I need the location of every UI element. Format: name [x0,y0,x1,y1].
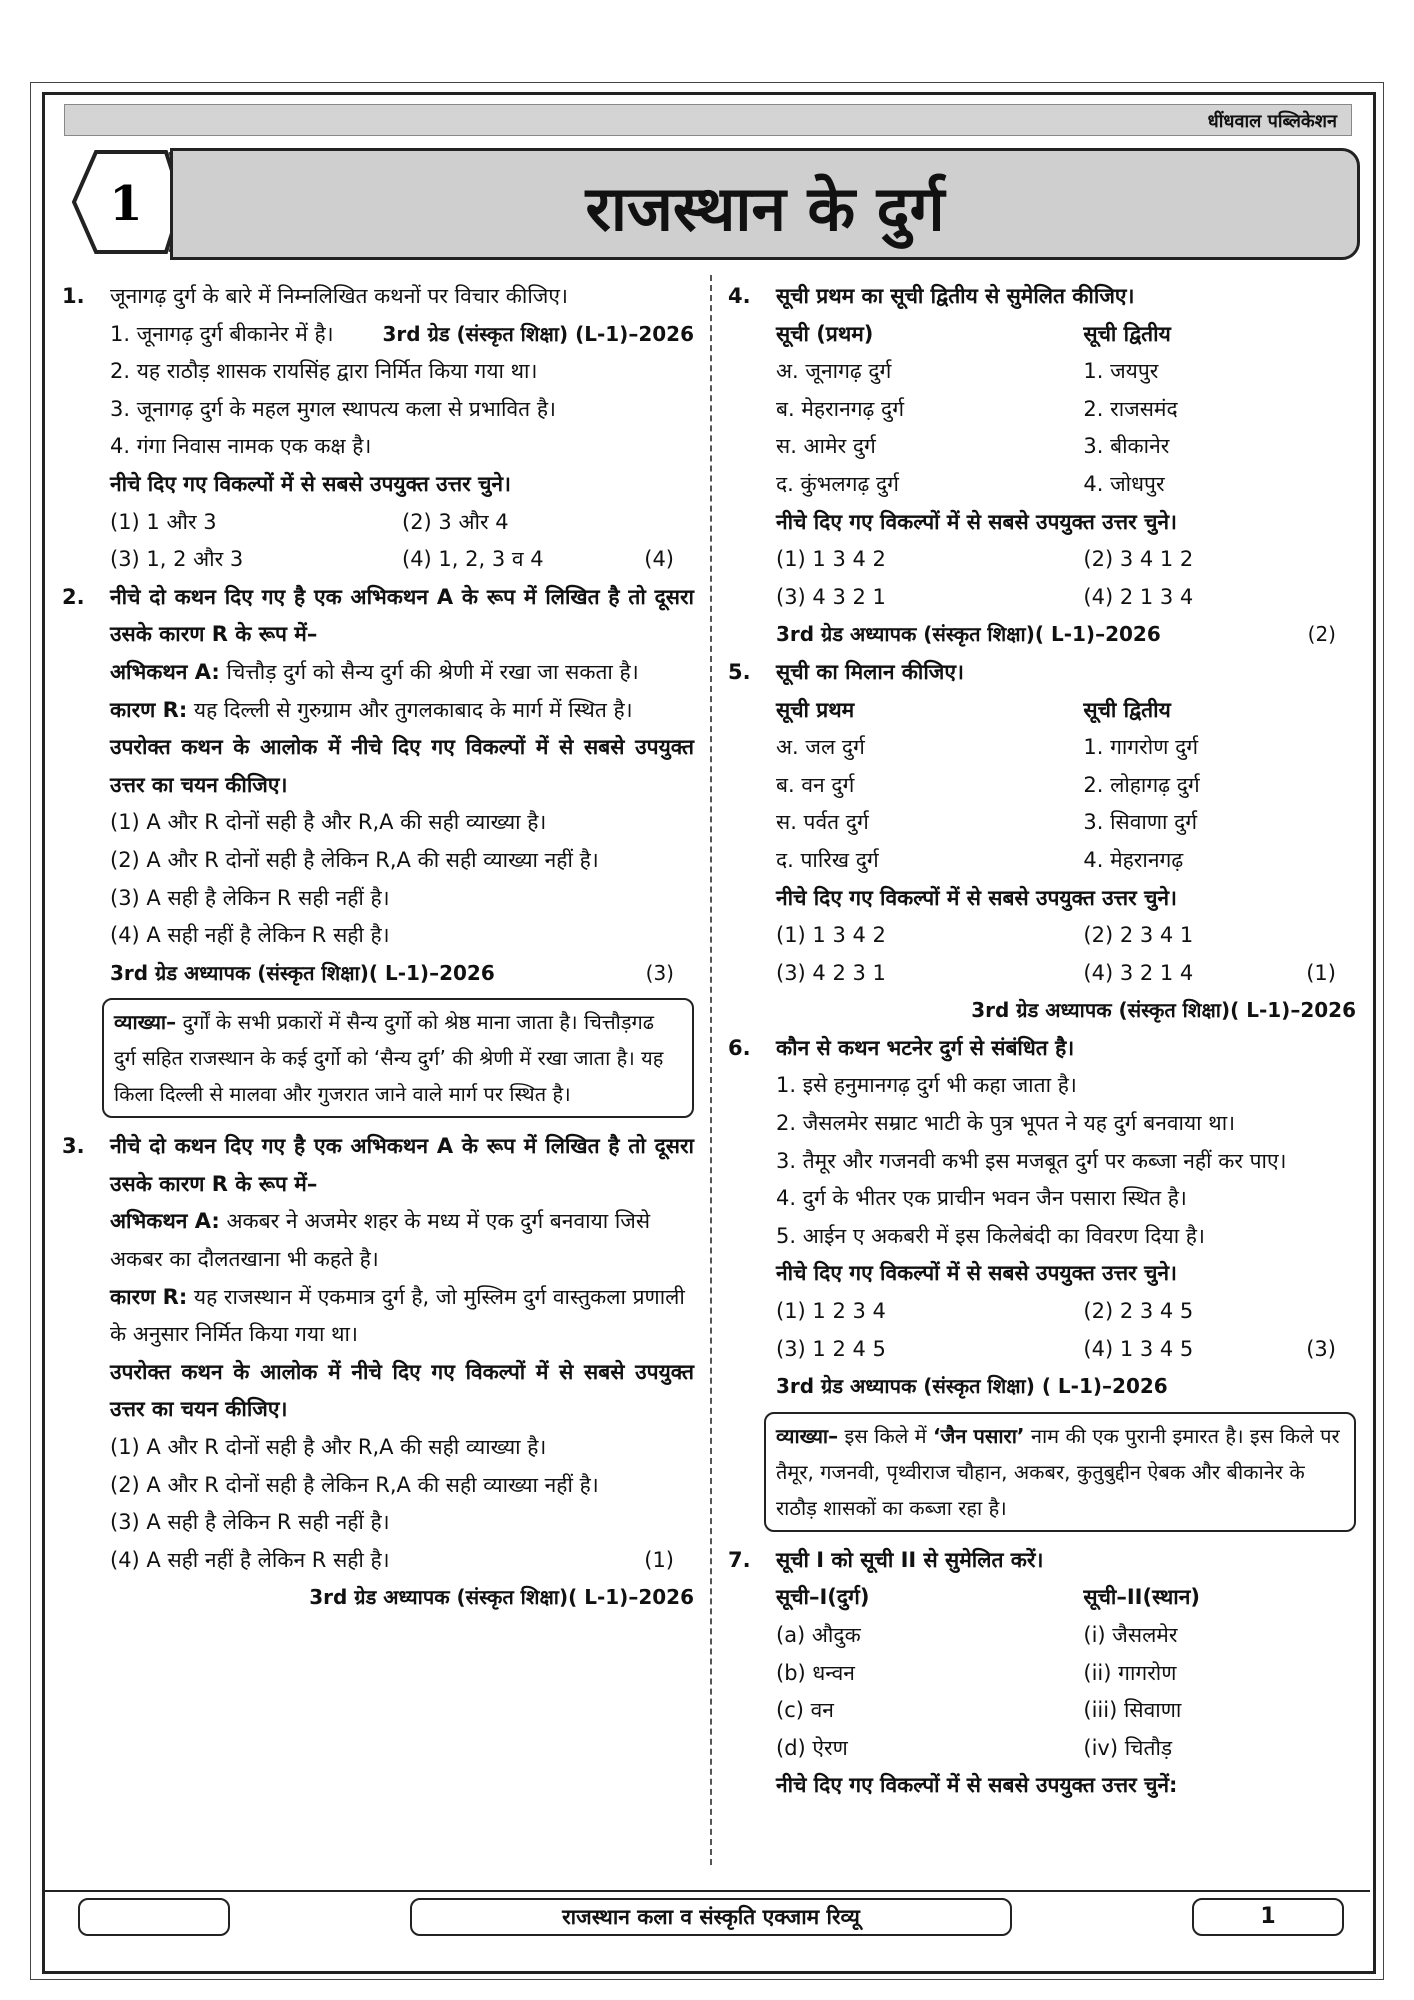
chapter-title: राजस्थान के दुर्ग [585,172,945,245]
answer: (2) [1307,622,1336,647]
footer-left-box [78,1898,230,1936]
question-source: 3rd ग्रेड अध्यापक (संस्कृत शिक्षा) ( L-1)–2026 [776,1374,1168,1399]
option: (1) 1 और 3 [110,509,217,534]
statement: 4. गंगा निवास नामक एक कक्ष है। [110,434,372,459]
footer-rule [44,1890,1370,1892]
question-prompt: नीचे दिए गए विकल्पों में से सबसे उपयुक्त उत्तर चुने। [776,509,1178,534]
left-column [62,278,694,1617]
explanation-box [102,998,694,1118]
list-header-1: सूची–I(दुर्ग) [776,1585,870,1610]
question-source: 3rd ग्रेड अध्यापक (संस्कृत शिक्षा)( L-1)–2026 [776,622,1161,647]
option: (3) A सही है लेकिन R सही नहीं है। [110,1510,390,1535]
list-item: द. पारिख दुर्ग [776,847,879,872]
question-number: 3. [62,1134,85,1159]
option: (3) 4 3 2 1 [776,584,886,609]
option: (4) 2 1 3 4 [1083,584,1194,609]
list-item: (a) औदुक [776,1623,861,1647]
question-source: 3rd ग्रेड अध्यापक (संस्कृत शिक्षा)( L-1)–2026 [110,960,495,985]
statement: 1. इसे हनुमानगढ़ दुर्ग भी कहा जाता है। [776,1073,1077,1098]
question-text: जूनागढ़ दुर्ग के बारे में निम्नलिखित कथनों पर विचार कीजिए। [110,284,568,308]
statement: 3. तैमूर और गजनवी कभी इस मजबूत दुर्ग पर कब्जा नहीं कर पाए। [776,1148,1287,1173]
publisher-name: धींधवाल पब्लिकेशन [1207,111,1337,132]
question-3 [62,1128,694,1617]
svg-text:1: 1 [109,176,143,232]
list-item: (iv) चितौड़ [1083,1735,1173,1760]
list-item: अ. जूनागढ़ दुर्ग [776,359,892,384]
list-item: ब. वन दुर्ग [776,772,855,797]
option: (1) A और R दोनों सही है और R,A की सही व्याख्या है। [110,810,547,835]
option: (2) A और R दोनों सही है लेकिन R,A की सही व्याख्या नहीं है। [110,847,599,872]
option: (2) 2 3 4 1 [1083,923,1194,948]
reason-label: कारण R: [110,697,188,722]
statement: 3. जूनागढ़ दुर्ग के महल मुगल स्थापत्य कला से प्रभावित है। [110,396,556,421]
question-number: 2. [62,584,85,609]
explanation-text: दुर्गों के सभी प्रकारों में सैन्य दुर्गो को श्रेष्ठ माना जाता है। चित्तौड़गढ दुर्ग सहित राजस्थान के कई दुर्गो को ‘सैन्य दुर्ग’ की श्रेणी में रखा जाता है। यह किला दिल्ली से मालवा और गुजरात जाने वाले मार्ग पर स्थित है। [114,1010,664,1107]
right-column [728,278,1356,1805]
question-intro: नीचे दो कथन दिए गए है एक अभिकथन A के रूप में लिखित है तो दूसरा उसके कारण R के रूप में– [110,584,694,647]
question-number: 1. [62,284,85,308]
reason-text: यह राजस्थान में एकमात्र दुर्ग है, जो मुस्लिम दुर्ग वास्तुकला प्रणाली के अनुसार निर्मित किया गया था। [110,1284,685,1347]
question-prompt: नीचे दिए गए विकल्पों में से सबसे उपयुक्त उत्तर चुने। [776,885,1178,910]
list-item: (i) जैसलमेर [1083,1623,1178,1647]
question-7 [728,1542,1356,1805]
question-prompt: नीचे दिए गए विकल्पों में से सबसे उपयुक्त उत्तर चुने। [110,471,512,496]
footer-title: राजस्थान कला व संस्कृति एक्जाम रिव्यू [410,1898,1012,1936]
list-item: 3. बीकानेर [1083,434,1170,459]
list-item: (d) ऐरण [776,1735,848,1760]
explanation-box [764,1412,1356,1532]
list-item: स. आमेर दुर्ग [776,434,876,459]
option: (4) 1 3 4 5 [1083,1336,1194,1361]
option: (3) A सही है लेकिन R सही नहीं है। [110,885,390,910]
explanation-highlight: ‘जैन पसारा’ [932,1423,1025,1448]
option: (4) 1, 2, 3 व 4 [402,547,544,572]
question-text: सूची प्रथम का सूची द्वितीय से सुमेलित कीजिए। [776,284,1135,308]
statement: 1. जूनागढ़ दुर्ग बीकानेर में है। [110,321,334,346]
option: (3) 1, 2 और 3 [110,547,244,572]
statement: 2. यह राठौड़ शासक रायसिंह द्वारा निर्मित किया गया था। [110,359,538,384]
option: (4) A सही नहीं है लेकिन R सही है। [110,1547,390,1572]
list-item: (ii) गागरोण [1083,1660,1177,1685]
explanation-label: व्याख्या– [114,1010,177,1035]
statement: 5. आईन ए अकबरी में इस किलेबंदी का विवरण दिया है। [776,1223,1205,1248]
question-6 [728,1030,1356,1406]
question-5 [728,654,1356,1030]
question-text: कौन से कथन भटनेर दुर्ग से संबंधित है। [776,1035,1075,1060]
option: (1) 1 3 4 2 [776,547,886,572]
answer: (4) [644,547,674,572]
list-header-2: सूची द्वितीय [1083,697,1171,722]
list-header-2: सूची द्वितीय [1083,321,1171,346]
question-number: 7. [728,1547,751,1572]
option: (3) 1 2 4 5 [776,1336,886,1361]
option: (2) 2 3 4 5 [1083,1299,1194,1324]
assertion-text: चित्तौड़ दुर्ग को सैन्य दुर्ग की श्रेणी में रखा जा सकता है। [226,659,639,684]
question-number: 4. [728,284,751,308]
option: (2) 3 4 1 2 [1083,547,1194,572]
list-item: ब. मेहरानगढ़ दुर्ग [776,396,905,421]
chapter-banner [170,148,1360,260]
list-item: 3. सिवाणा दुर्ग [1083,810,1198,835]
question-number: 6. [728,1035,751,1060]
list-item: 1. जयपुर [1083,359,1159,384]
answer: (3) [645,960,674,985]
answer: (3) [1306,1336,1336,1361]
list-item: (iii) सिवाणा [1083,1698,1182,1723]
question-number: 5. [728,659,751,684]
list-header-2: सूची–II(स्थान) [1083,1585,1200,1610]
statement: 2. जैसलमेर सम्राट भाटी के पुत्र भूपत ने यह दुर्ग बनवाया था। [776,1111,1236,1136]
question-intro: नीचे दो कथन दिए गए है एक अभिकथन A के रूप में लिखित है तो दूसरा उसके कारण R के रूप में– [110,1134,694,1196]
answer: (1) [644,1547,674,1572]
option: (1) A और R दोनों सही है और R,A की सही व्याख्या है। [110,1435,547,1460]
question-4 [728,278,1356,654]
assertion-label: अभिकथन A: [110,659,220,684]
question-source: 3rd ग्रेड अध्यापक (संस्कृत शिक्षा)( L-1)–2026 [309,1585,694,1610]
chapter-number-badge [70,148,184,256]
page-number: 1 [1192,1898,1344,1936]
column-divider [710,275,712,1865]
list-header-1: सूची प्रथम [776,697,855,722]
question-text: सूची का मिलान कीजिए। [776,659,964,684]
option: (3) 4 2 3 1 [776,960,886,985]
explanation-text: इस किले में [844,1423,927,1448]
question-prompt: नीचे दिए गए विकल्पों में से सबसे उपयुक्त उत्तर चुनें: [776,1773,1178,1798]
explanation-label: व्याख्या– [776,1423,839,1448]
list-item: 4. मेहरानगढ़ [1083,847,1184,872]
statement: 4. दुर्ग के भीतर एक प्राचीन भवन जैन पसारा स्थित है। [776,1186,1187,1211]
question-prompt: नीचे दिए गए विकल्पों में से सबसे उपयुक्त उत्तर चुने। [776,1261,1178,1286]
list-item: अ. जल दुर्ग [776,735,865,760]
list-item: 4. जोधपुर [1083,471,1165,496]
option: (2) A और R दोनों सही है लेकिन R,A की सही व्याख्या नहीं है। [110,1472,599,1497]
option: (1) 1 3 4 2 [776,923,886,948]
explanation-text: नाम की एक पुरानी इमारत है। इस किले पर तैमूर, गजनवी, पृथ्वीराज चौहान, अकबर, कुतुबुद्दीन ऐबक और बीकानेर के राठौड़ शासकों का कब्जा रहा है। [776,1423,1340,1520]
question-1 [62,278,694,579]
list-item: 2. लोहागढ़ दुर्ग [1083,772,1200,797]
question-prompt: उपरोक्त कथन के आलोक में नीचे दिए गए विकल्पों में से सबसे उपयुक्त उत्तर का चयन कीजिए। [110,735,694,797]
list-item: द. कुंभलगढ़ दुर्ग [776,471,899,496]
question-source: 3rd ग्रेड अध्यापक (संस्कृत शिक्षा)( L-1)–2026 [971,998,1356,1023]
question-text: सूची I को सूची II से सुमेलित करें। [776,1547,1044,1572]
option: (1) 1 2 3 4 [776,1299,886,1324]
assertion-text: अकबर ने अजमेर शहर के मध्य में एक दुर्ग बनवाया जिसे अकबर का दौलतखाना भी कहते है। [110,1209,651,1272]
list-item: 2. राजसमंद [1083,396,1178,421]
option: (4) 3 2 1 4 [1083,960,1194,985]
option: (4) A सही नहीं है लेकिन R सही है। [110,923,390,948]
list-header-1: सूची (प्रथम) [776,321,874,346]
question-source: 3rd ग्रेड (संस्कृत शिक्षा) (L-1)–2026 [382,321,694,346]
option: (2) 3 और 4 [402,509,509,534]
answer: (1) [1306,960,1336,985]
publisher-bar [64,104,1352,136]
list-item: (b) धन्वन [776,1660,855,1685]
list-item: (c) वन [776,1698,834,1723]
assertion-label: अभिकथन A: [110,1209,220,1234]
list-item: 1. गागरोण दुर्ग [1083,735,1199,760]
question-prompt: उपरोक्त कथन के आलोक में नीचे दिए गए विकल्पों में से सबसे उपयुक्त उत्तर का चयन कीजिए। [110,1359,694,1422]
question-2 [62,579,694,993]
list-item: स. पर्वत दुर्ग [776,810,869,835]
reason-label: कारण R: [110,1284,188,1309]
reason-text: यह दिल्ली से गुरुग्राम और तुगलकाबाद के मार्ग में स्थित है। [193,697,633,722]
